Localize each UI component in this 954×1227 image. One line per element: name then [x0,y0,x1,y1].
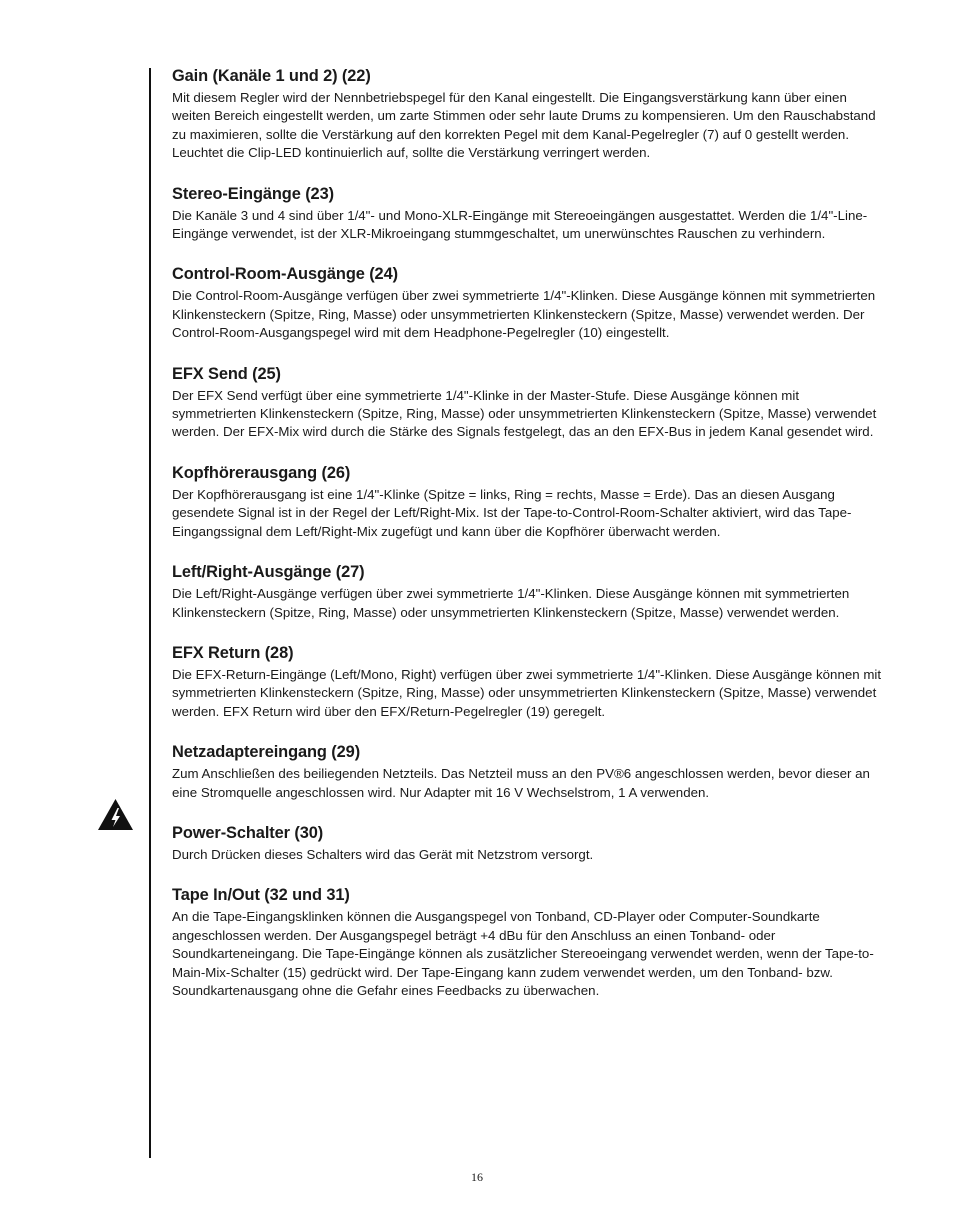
section-heading: Kopfhörerausgang (26) [172,463,351,482]
electrical-hazard-warning-icon [97,798,134,831]
section-text: Der EFX Send verfügt über eine symmetrierte 1/4"-Klinke in der Master-Stufe. Diese Ausgänge können mit symmetrierten Klinkensteckern (Spitze, Ring, Masse) oder unsymmetrierten Klinkensteckern (Spitze, Masse) verwendet werden. Der EFX-Mix wird durch die Stärke des Signals festgelegt, das an den EFX-Bus in jedem Kanal gesendet wird. [172,387,877,440]
section-headphone-output [172,463,884,541]
section-heading: Power-Schalter (30) [172,823,324,842]
section-text: An die Tape-Eingangsklinken können die Ausgangspegel von Tonband, CD-Player oder Computer-Soundkarte angeschlossen werden. Der Ausgangspegel beträgt +4 dBu für den Anschluss an einen Tonband- oder Soundkarteneingang. Die Tape-Eingänge können als zusätzlicher Stereoeingang verwendet werden, wenn der Tape-to-Main-Mix-Schalter (15) gedrückt wird. Der Tape-Eingang kann zudem verwendet werden, um den Tonband- bzw. Soundkartenausgang ohne die Gefahr eines Feedbacks zu überwachen. [172,909,874,998]
section-heading: Left/Right-Ausgänge (27) [172,563,365,582]
section-heading: Gain (Kanäle 1 und 2) (22) [172,67,371,85]
section-efx-send [172,364,884,442]
section-power-switch [172,823,884,864]
section-heading: Control-Room-Ausgänge (24) [172,265,398,284]
section-tape-in-out [172,885,884,1000]
section-heading: EFX Send (25) [172,364,281,383]
page-number: 16 [471,1170,483,1184]
section-efx-return [172,643,884,721]
section-heading: EFX Return (28) [172,643,294,662]
section-text: Die Control-Room-Ausgänge verfügen über zwei symmetrierte 1/4"-Klinken. Diese Ausgänge können mit symmetrierten Klinkensteckern (Spitze, Ring, Masse) oder unsymmetrierten Klinkensteckern (Spitze, Masse) verwendet werden. Der Control-Room-Ausgangspegel wird mit dem Headphone-Pegelregler (10) eingestellt. [172,288,876,341]
section-control-room-outputs [172,264,884,342]
section-heading: Stereo-Eingänge (23) [172,184,334,203]
section-text: Durch Drücken dieses Schalters wird das Gerät mit Netzstrom versorgt. [172,846,594,862]
section-text: Die Kanäle 3 und 4 sind über 1/4"- und Mono-XLR-Eingänge mit Stereoeingängen ausgestattet. Werden die 1/4"-Line-Eingänge verwendet, ist der XLR-Mikroeingang stummgeschaltet, um unerwünschtes Rauschen zu verhindern. [172,207,868,242]
section-text: Mit diesem Regler wird der Nennbetriebspegel für den Kanal eingestellt. Die Eingangsverstärkung kann über einen weiten Bereich eingestellt werden, um zarte Stimmen oder sehr laute Drums zu kompensieren. Um den Rauschabstand zu maximieren, sollte die Verstärkung auf den korrekten Pegel mit dem Kanal-Pegelregler (7) auf 0 gestellt werden. Leuchtet die Clip-LED kontinuierlich auf, sollte die Verstärkung verringert werden. [172,90,876,161]
section-heading: Netzadaptereingang (29) [172,743,361,762]
section-gain [172,66,884,163]
margin-rule [149,68,151,1158]
section-text: Der Kopfhörerausgang ist eine 1/4"-Klinke (Spitze = links, Ring = rechts, Masse = Erde). Das an diesen Ausgang gesendete Signal ist in der Regel der Left/Right-Mix. Ist der Tape-to-Control-Room-Schalter aktiviert, wird das Tape-Eingangssignal dem Left/Right-Mix zugefügt und kann über die Kopfhörer überwacht werden. [172,486,852,539]
document-body [172,66,884,1021]
section-text: Die EFX-Return-Eingänge (Left/Mono, Right) verfügen über zwei symmetrierte 1/4"-Klinken. Diese Ausgänge können mit symmetrierten Klinkensteckern (Spitze, Ring, Masse) oder unsymmetrierten Klinkensteckern (Spitze, Masse) verwendet werden. EFX Return wird über den EFX/Return-Pegelregler (19) geregelt. [172,666,882,719]
section-power-adapter-input [172,742,884,802]
section-heading: Tape In/Out (32 und 31) [172,886,350,905]
section-text: Zum Anschließen des beiliegenden Netzteils. Das Netzteil muss an den PV®6 angeschlossen werden, bevor dieser an eine Stromquelle angeschlossen wird. Nur Adapter mit 16 V Wechselstrom, 1 A verwenden. [172,766,870,800]
section-left-right-outputs [172,562,884,622]
section-text: Die Left/Right-Ausgänge verfügen über zwei symmetrierte 1/4"-Klinken. Diese Ausgänge können mit symmetrierten Klinkensteckern (Spitze, Ring, Masse) oder unsymmetrierten Klinkensteckern (Spitze, Masse) verwendet werden. [172,586,850,620]
section-stereo-inputs [172,184,884,244]
